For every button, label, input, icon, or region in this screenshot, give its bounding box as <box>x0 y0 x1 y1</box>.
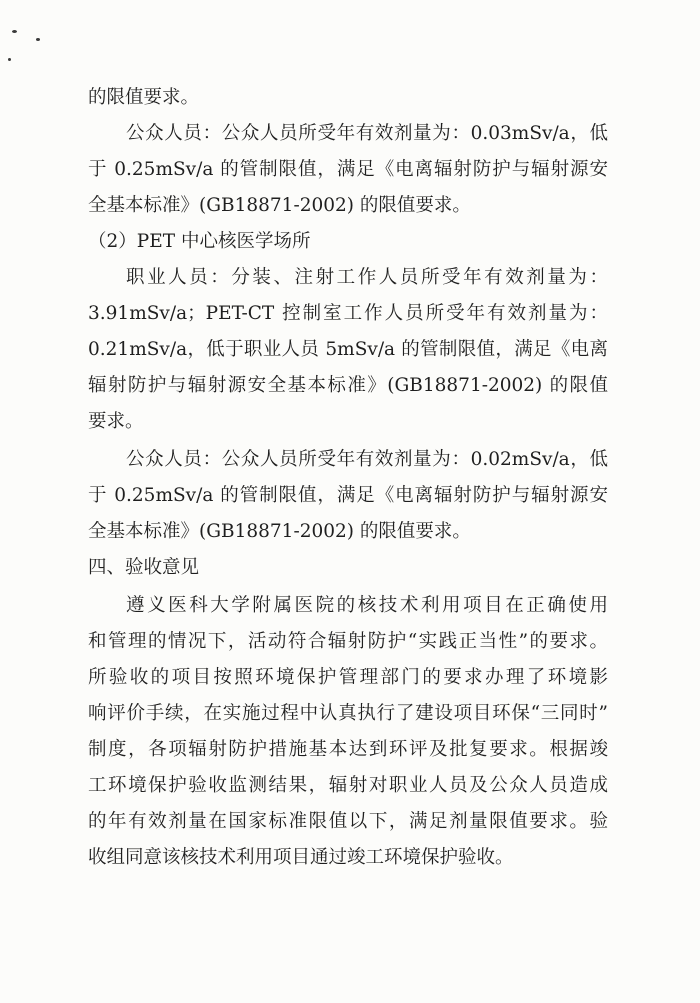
text-line: 制度，各项辐射防护措施基本达到环评及批复要求。根据竣 <box>88 739 608 760</box>
text-line: 3.91mSv/a；PET-CT 控制室工作人员所受年有效剂量为： <box>88 303 608 324</box>
scan-speck <box>8 58 11 61</box>
text-line: 0.21mSv/a，低于职业人员 5mSv/a 的管制限值，满足《电离 <box>88 339 608 360</box>
text-line: 于 0.25mSv/a 的管制限值，满足《电离辐射防护与辐射源安 <box>88 485 608 506</box>
section-heading: （2）PET 中心核医学场所 <box>88 231 311 252</box>
text-line: 遵义医科大学附属医院的核技术利用项目在正确使用 <box>126 595 608 616</box>
text-line: 职业人员：分装、注射工作人员所受年有效剂量为： <box>126 267 608 288</box>
text-line: 所验收的项目按照环境保护管理部门的要求办理了环境影 <box>88 667 608 688</box>
text-line: 全基本标准》(GB18871-2002) 的限值要求。 <box>88 521 471 542</box>
text-line: 公众人员：公众人员所受年有效剂量为：0.03mSv/a，低 <box>126 123 608 144</box>
text-line: 要求。 <box>88 411 144 432</box>
text-line: 公众人员：公众人员所受年有效剂量为：0.02mSv/a，低 <box>126 449 608 470</box>
text-line: 辐射防护与辐射源安全基本标准》(GB18871-2002) 的限值 <box>88 375 608 396</box>
text-line: 的限值要求。 <box>88 87 200 108</box>
text-line: 的年有效剂量在国家标准限值以下，满足剂量限值要求。验 <box>88 811 608 832</box>
section-heading: 四、验收意见 <box>88 557 200 578</box>
scan-speck <box>12 30 17 33</box>
text-line: 响评价手续，在实施过程中认真执行了建设项目环保“三同时” <box>88 703 608 724</box>
scan-speck <box>36 38 40 41</box>
text-line: 全基本标准》(GB18871-2002) 的限值要求。 <box>88 195 471 216</box>
text-line: 收组同意该核技术利用项目通过竣工环境保护验收。 <box>88 847 514 868</box>
text-line: 工环境保护验收监测结果，辐射对职业人员及公众人员造成 <box>88 775 608 796</box>
text-line: 和管理的情况下，活动符合辐射防护“实践正当性”的要求。 <box>88 631 608 652</box>
text-line: 于 0.25mSv/a 的管制限值，满足《电离辐射防护与辐射源安 <box>88 159 608 180</box>
